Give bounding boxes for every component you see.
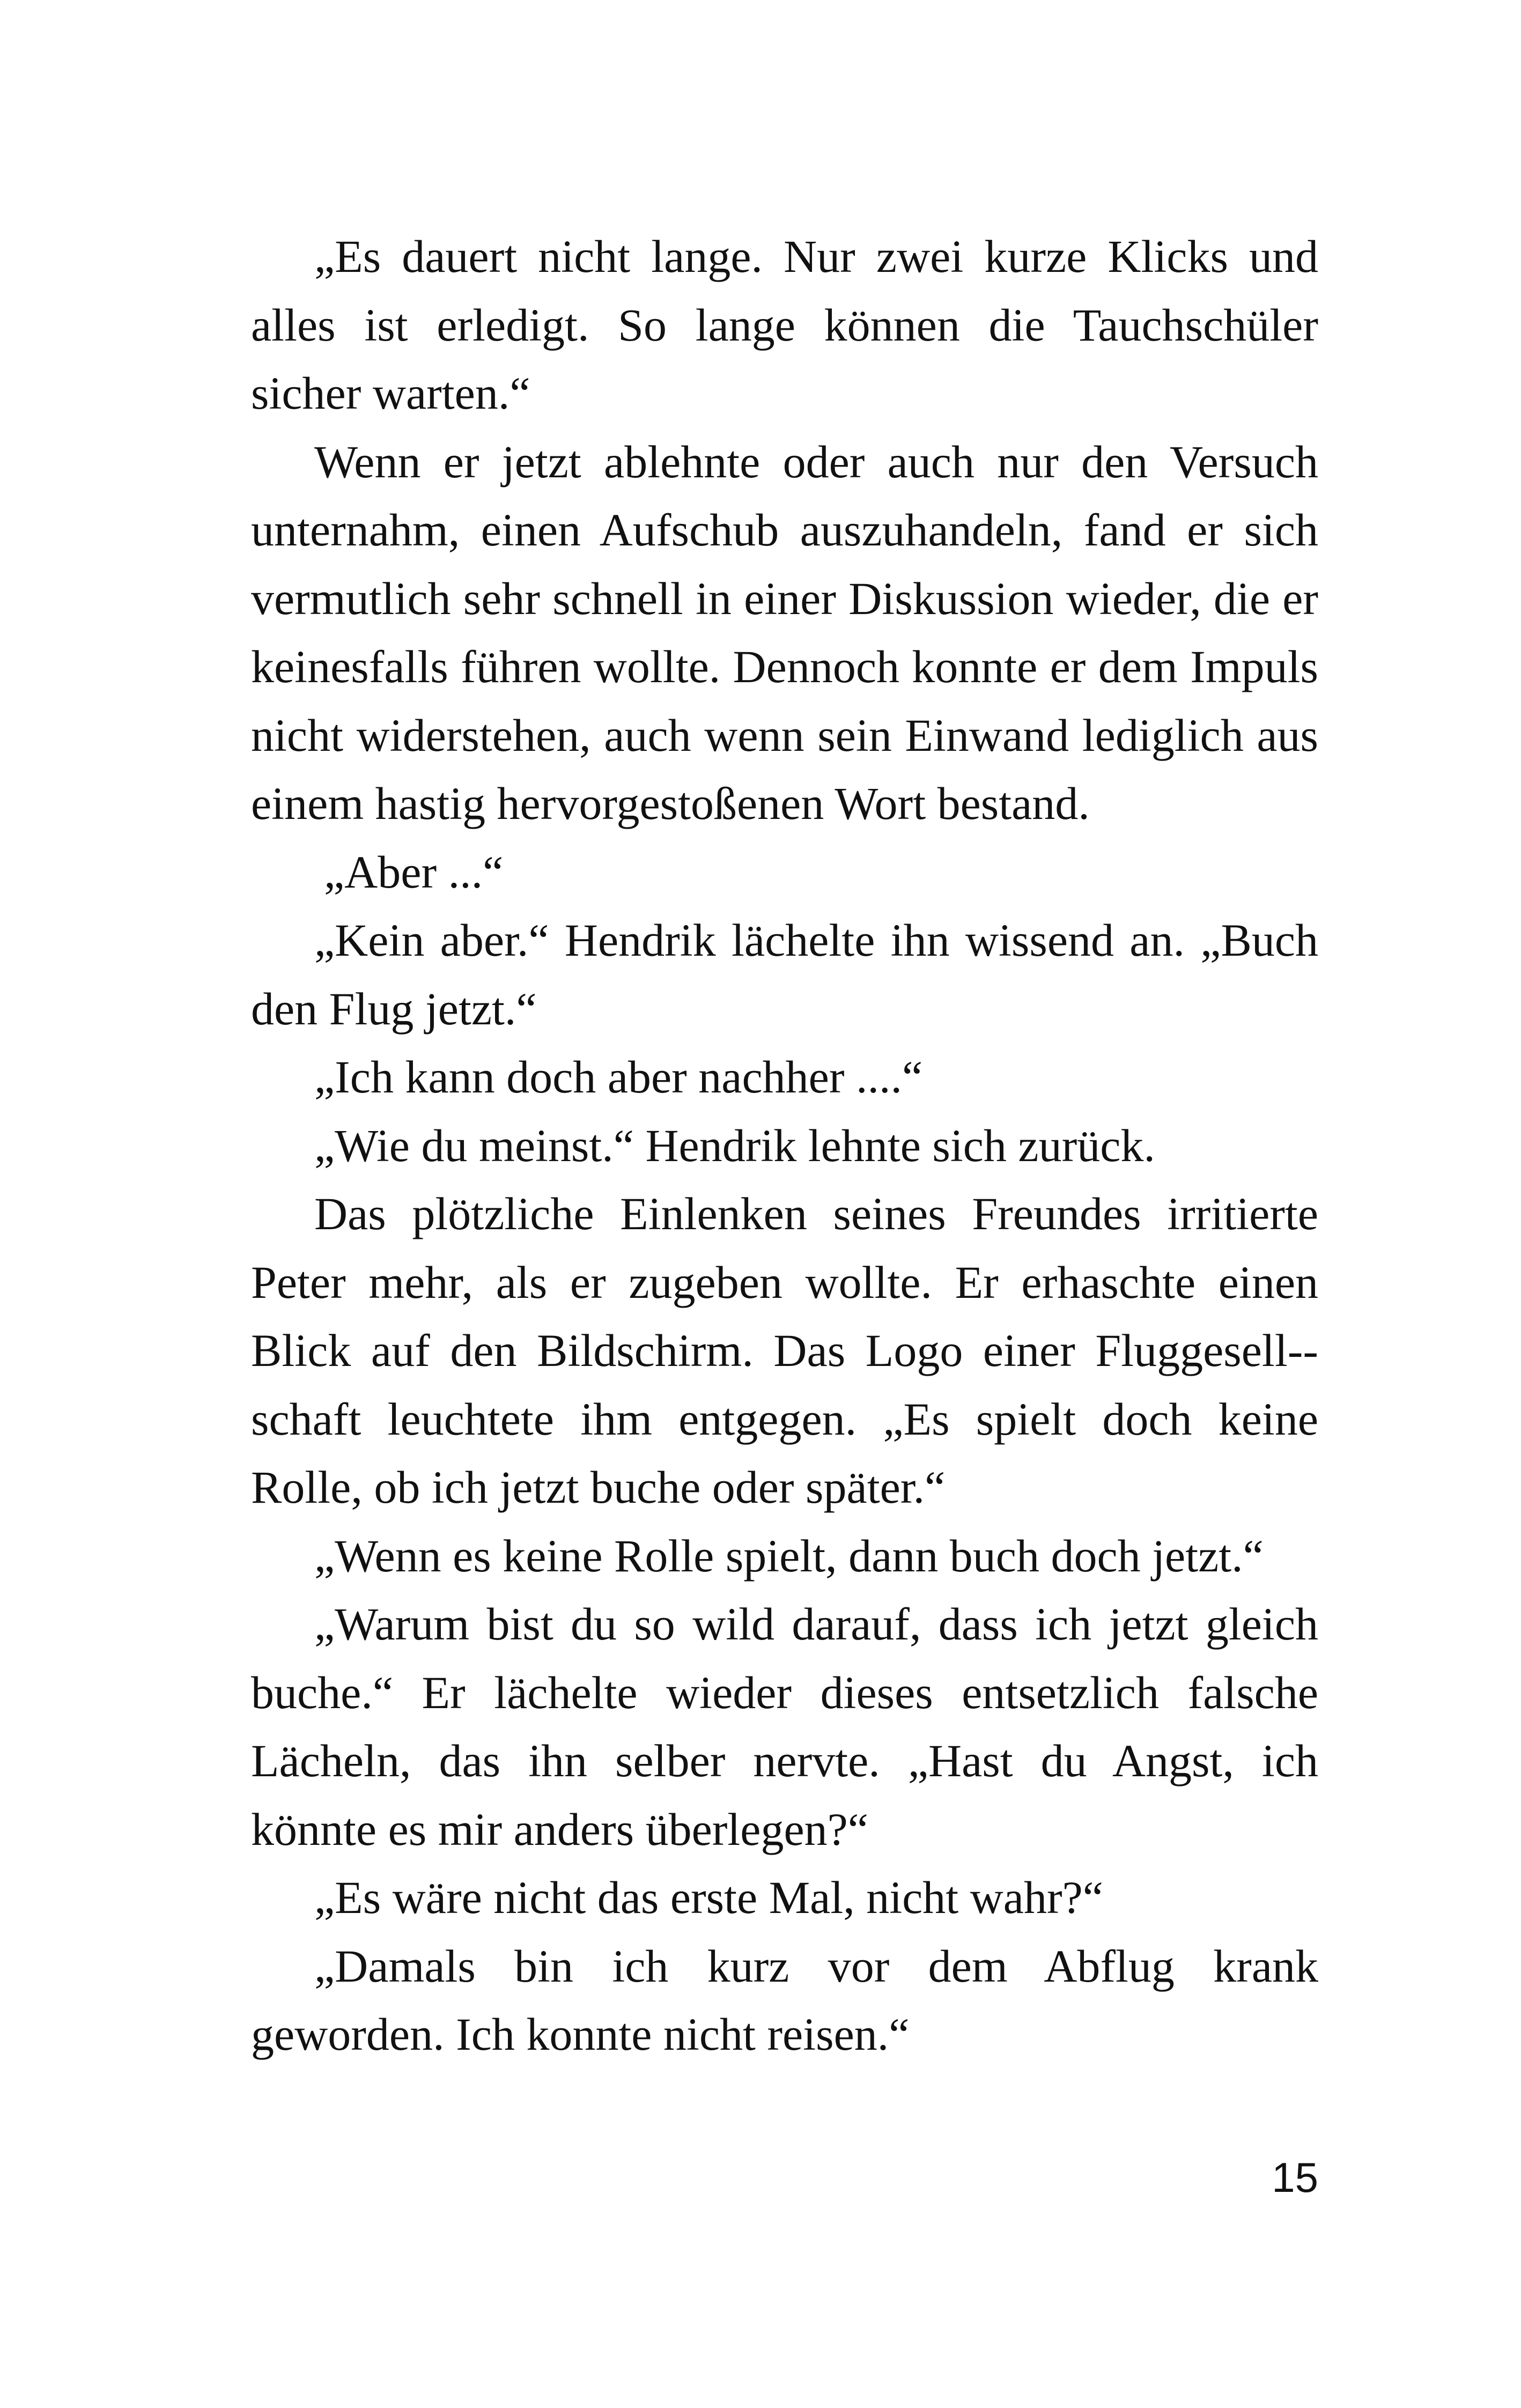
paragraph: „Damals bin ich kurz vor dem Abflug krank geworden. Ich konnte nicht reisen.“ [251, 1940, 1318, 2060]
paragraph: „Wie du meinst.“ Hendrik lehnte sich zurück. [314, 1119, 1155, 1171]
paragraph: „Ich kann doch aber nachher ....“ [314, 1051, 923, 1103]
paragraph: Wenn er jetzt ablehnte oder auch nur den Versuch unternahm, einen Aufschub auszuhandeln, fand er sich vermutlich sehr schnell in einer Diskussion wieder, die er keinesfalls führen wollte. Dennoch konnte er dem Impuls nicht widerstehen, auch wenn sein Einwand lediglich aus einem hastig hervorgestoßenen Wort bestand. [251, 435, 1318, 829]
paragraph: „Warum bist du so wild darauf, dass ich jetzt gleich buche.“ Er lächelte wieder dieses entsetzlich falsche Lächeln, das ihn selber nervte. „Hast du Angst, ich könnte es mir anders überlegen?“ [251, 1598, 1318, 1855]
paragraph: „Es wäre nicht das erste Mal, nicht wahr?“ [314, 1872, 1103, 1923]
body-text [251, 223, 1318, 2069]
page-number: 15 [1272, 2154, 1318, 2201]
paragraph: „Wenn es keine Rolle spielt, dann buch doch jetzt.“ [314, 1530, 1264, 1582]
paragraph: „Kein aber.“ Hendrik lächelte ihn wissend an. „Buch den Flug jetzt.“ [251, 914, 1318, 1035]
paragraph: „Aber ...“ [324, 846, 504, 898]
paragraph: Das plötzliche Einlenken seines Freundes irritierte Peter mehr, als er zugeben wollte. Er erhaschte einen Blick auf den Bildschirm. Das Logo einer Fluggesell-schaft leuchtete ihm entgegen. „Es spielt doch keine Rolle, ob ich jetzt buche oder später.“ [251, 1188, 1318, 1513]
paragraph: „Es dauert nicht lange. Nur zwei kurze Klicks und alles ist erledigt. So lange können die Tauchschüler sicher warten.“ [251, 231, 1318, 419]
